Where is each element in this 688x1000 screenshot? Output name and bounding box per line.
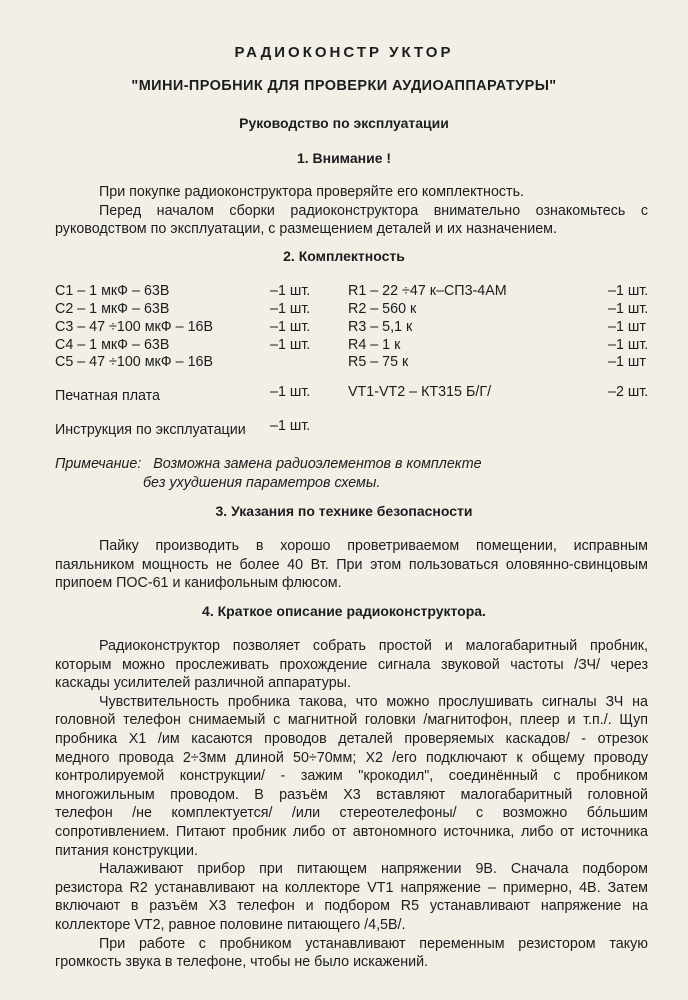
section-2-heading: 2. Комплектность xyxy=(283,248,405,264)
kit-item-manual: Инструкция по эксплуатации xyxy=(55,422,246,438)
kit-qty: –1 шт. xyxy=(270,418,311,434)
note-text: Возможна замена радиоэлементов в комплекте xyxy=(153,456,482,472)
section-1-text xyxy=(55,183,648,239)
section-4-heading: 4. Краткое описание радиоконструктора. xyxy=(202,603,486,619)
doc-manual-heading: Руководство по эксплуатации xyxy=(239,115,449,131)
text-line: руководством по эксплуатации, с размещением деталей и их назначением. xyxy=(55,221,557,238)
kit-qty: –1 шт. xyxy=(270,319,311,335)
kit-qty: –1 шт xyxy=(608,319,646,335)
doc-title: РАДИОКОНСТР УКТОР xyxy=(234,44,454,61)
kit-qty: –1 шт. xyxy=(270,301,311,317)
text-line: Радиоконструктор позволяет собрать простой и малогабаритный пробник, xyxy=(99,638,648,654)
text-line: медного провода 2÷3мм длиной 50÷70мм; Х2 /его подключают к общему проводу xyxy=(55,749,648,766)
text-line: сопротивлением. Питают пробник либо от автономного источника, либо от источника xyxy=(55,823,648,840)
text-line: включают в разъём Х3 телефон и подбором R5 устанавливают напряжение на xyxy=(55,898,648,915)
kit-note xyxy=(55,455,482,493)
kit-qty: –2 шт. xyxy=(608,384,649,400)
kit-qty: –1 шт. xyxy=(270,337,311,353)
text-line: каскады усилителей различной аппаратуры. xyxy=(55,675,351,692)
text-line: которым можно прослеживать прохождение сигнала звуковой частоты /ЗЧ/ через xyxy=(55,656,648,673)
kit-item-r3: R3 – 5,1 к xyxy=(348,319,413,335)
text-line: Чувствительность пробника такова, что можно прослушивать сигналы ЗЧ на xyxy=(99,693,648,710)
text-line: Налаживают прибор при питающем напряжении 9В. Сначала подбором xyxy=(99,861,648,878)
text-line: припоем ПОС-61 и канифольным флюсом. xyxy=(55,575,342,592)
kit-item-c2: С2 – 1 мкФ – 63В xyxy=(55,301,170,317)
kit-item-c3: С3 – 47 ÷100 мкФ – 16В xyxy=(55,319,214,335)
text-line: паяльником мощность не более 40 Вт. При этом пользоваться оловянно-свинцовым xyxy=(55,556,648,573)
kit-qty: –1 шт. xyxy=(608,301,649,317)
text-line: резистора R2 устанавливают на коллекторе VT1 напряжение – примерно, 4В. Затем xyxy=(55,879,648,896)
kit-item-c4: С4 – 1 мкФ – 63В xyxy=(55,337,170,353)
text-line: питания конструкции. xyxy=(55,842,198,859)
note-text: без ухудшения параметров схемы. xyxy=(143,475,381,491)
text-line: контролируемой конструкции/ - зажим "крокодил", соединённый с пробником xyxy=(55,768,648,785)
text-line: многожильным проводом. В разъём Х3 вставляют малогабаритный головной xyxy=(55,786,648,803)
text-line: Пайку производить в хорошо проветриваемом помещении, исправным xyxy=(99,538,648,554)
kit-item-board: Печатная плата xyxy=(55,388,161,404)
kit-qty: –1 шт. xyxy=(608,283,649,299)
kit-item-c5: С5 – 47 ÷100 мкФ – 16В xyxy=(55,354,214,370)
doc-subtitle: "МИНИ-ПРОБНИК ДЛЯ ПРОВЕРКИ АУДИОАППАРАТУРЫ" xyxy=(131,78,557,94)
text-line: пробника Х1 /им касаются проводов деталей проверяемых каскадов/ - отрезок xyxy=(55,730,648,747)
kit-qty: –1 шт. xyxy=(270,283,311,299)
kit-item-r1: R1 – 22 ÷47 к–СП3-4АМ xyxy=(348,283,507,299)
kit-qty: –1 шт. xyxy=(270,384,311,400)
kit-item-r2: R2 – 560 к xyxy=(348,301,417,317)
kit-item-r5: R5 – 75 к xyxy=(348,354,409,370)
text-line: Перед началом сборки радиоконструктора внимательно ознакомьтесь с xyxy=(99,202,648,219)
kit-item-transistors: VT1-VT2 – КТ315 Б/Г/ xyxy=(348,384,492,400)
text-line: При покупке радиоконструктора проверяйте его комплектность. xyxy=(99,184,525,200)
section-3-heading: 3. Указания по технике безопасности xyxy=(215,503,473,519)
kit-item-c1: С1 – 1 мкФ – 63В xyxy=(55,283,170,299)
text-line: телефон /не комплектуется/ /или стереотелефоны/ с возможно бóльшим xyxy=(55,805,648,822)
kit-qty: –1 шт. xyxy=(608,337,649,353)
section-1-heading: 1. Внимание ! xyxy=(296,150,392,166)
text-line: При работе с пробником устанавливают переменным резистором такую xyxy=(99,935,648,952)
kit-item-r4: R4 – 1 к xyxy=(348,337,401,353)
text-line: коллекторе VT2, равное половине питающего /4,5В/. xyxy=(55,916,406,933)
text-line: головной телефон снимаемый с магнитной головки /магнитофон, плеер и т.п./. Щуп xyxy=(55,712,648,729)
text-line: громкость звука в телефоне, чтобы не было искажений. xyxy=(55,954,429,971)
section-3-text xyxy=(55,537,648,593)
section-4-text xyxy=(55,637,648,972)
note-label: Примечание: xyxy=(55,456,142,472)
kit-qty: –1 шт xyxy=(608,354,646,370)
